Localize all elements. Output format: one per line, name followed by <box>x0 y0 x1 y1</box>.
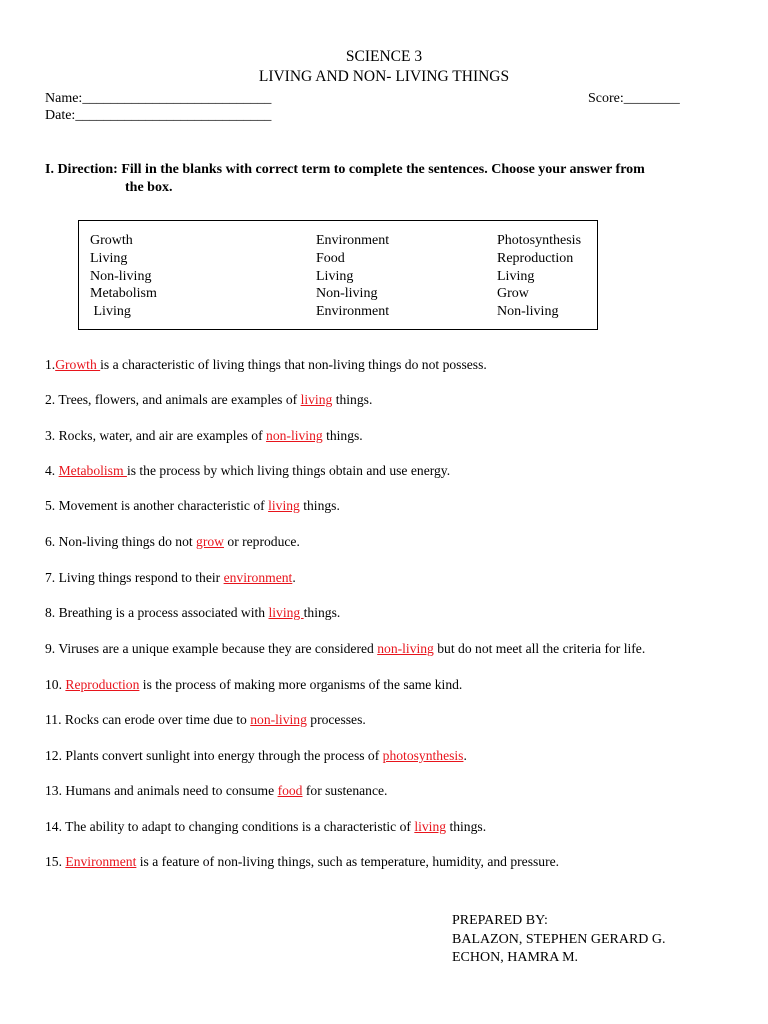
word-box-column-2 <box>316 232 389 321</box>
word-box-term: Reproduction <box>497 250 574 266</box>
question-item: 10. Reproduction is the process of making more organisms of the same kind. <box>45 677 463 692</box>
direction-line-2: the box. <box>125 180 173 195</box>
word-box-term: Non-living <box>316 286 378 302</box>
answer-text: environment <box>223 570 293 585</box>
question-item: 8. Breathing is a process associated with living things. <box>45 605 341 620</box>
word-box-term: Living <box>497 268 535 284</box>
word-box-term: Grow <box>497 286 529 302</box>
answer-text: Environment <box>65 854 137 869</box>
question-item: 5. Movement is another characteristic of living things. <box>45 498 340 513</box>
answer-text: living <box>414 819 447 834</box>
answer-text: non-living <box>377 641 434 656</box>
answer-text: non-living <box>250 712 307 727</box>
answer-text: Growth <box>55 357 101 372</box>
direction-line-1: I. Direction: Fill in the blanks with correct term to complete the sentences. Choose your answer from <box>45 162 645 177</box>
question-item: 13. Humans and animals need to consume food for sustenance. <box>45 783 388 798</box>
question-item: 3. Rocks, water, and air are examples of non-living things. <box>45 428 363 443</box>
word-box-column-1 <box>90 232 157 321</box>
date-field: Date:____________________________ <box>45 108 272 123</box>
name-field: Name:___________________________ <box>45 91 272 106</box>
worksheet-subject: SCIENCE 3 <box>345 48 423 65</box>
answer-text: living <box>268 605 304 620</box>
answer-text: Reproduction <box>65 677 140 692</box>
word-box-term: Growth <box>90 233 133 248</box>
question-item: 4. Metabolism is the process by which living things obtain and use energy. <box>45 463 451 478</box>
word-box-term: Living <box>316 268 354 284</box>
question-item: 12. Plants convert sunlight into energy through the process of photosynthesis. <box>45 748 467 763</box>
question-item: 14. The ability to adapt to changing conditions is a characteristic of living things. <box>45 819 487 834</box>
word-box-term: Environment <box>316 233 390 248</box>
answer-text: photosynthesis <box>382 748 464 763</box>
word-box-term: Non-living <box>497 304 559 320</box>
question-item: 9. Viruses are a unique example because they are considered non-living but do not meet all the criteria for life. <box>45 641 646 656</box>
answer-text: Metabolism <box>58 463 127 478</box>
worksheet-topic: LIVING AND NON- LIVING THINGS <box>258 68 510 85</box>
answer-text: living <box>268 498 300 513</box>
word-box-term: Metabolism <box>90 286 157 302</box>
answer-text: non-living <box>266 428 323 443</box>
question-item: 15. Environment is a feature of non-living things, such as temperature, humidity, and pressure. <box>45 854 560 869</box>
prepared-by-label: PREPARED BY: <box>452 913 548 928</box>
question-item: 6. Non-living things do not grow or reproduce. <box>45 534 300 549</box>
word-box-column-3 <box>497 232 581 321</box>
score-field: Score:________ <box>588 91 680 106</box>
author-name: BALAZON, STEPHEN GERARD G. <box>452 932 666 947</box>
question-item: 7. Living things respond to their environment. <box>45 570 296 585</box>
answer-text: grow <box>196 534 224 549</box>
author-name: ECHON, HAMRA M. <box>452 950 579 965</box>
word-box-term: Living <box>90 250 128 266</box>
word-box-term: Food <box>316 250 345 266</box>
word-box-term: Environment <box>316 304 390 320</box>
word-box-term: Living <box>90 304 131 320</box>
answer-text: living <box>300 392 333 407</box>
answer-text: food <box>277 783 303 798</box>
question-item: 11. Rocks can erode over time due to non-living processes. <box>45 712 366 727</box>
word-box-term: Non-living <box>90 268 152 284</box>
question-item: 1.Growth is a characteristic of living things that non-living things do not possess. <box>45 357 487 372</box>
word-box-term: Photosynthesis <box>497 233 582 248</box>
question-item: 2. Trees, flowers, and animals are examples of living things. <box>45 392 373 407</box>
word-box <box>78 220 598 330</box>
